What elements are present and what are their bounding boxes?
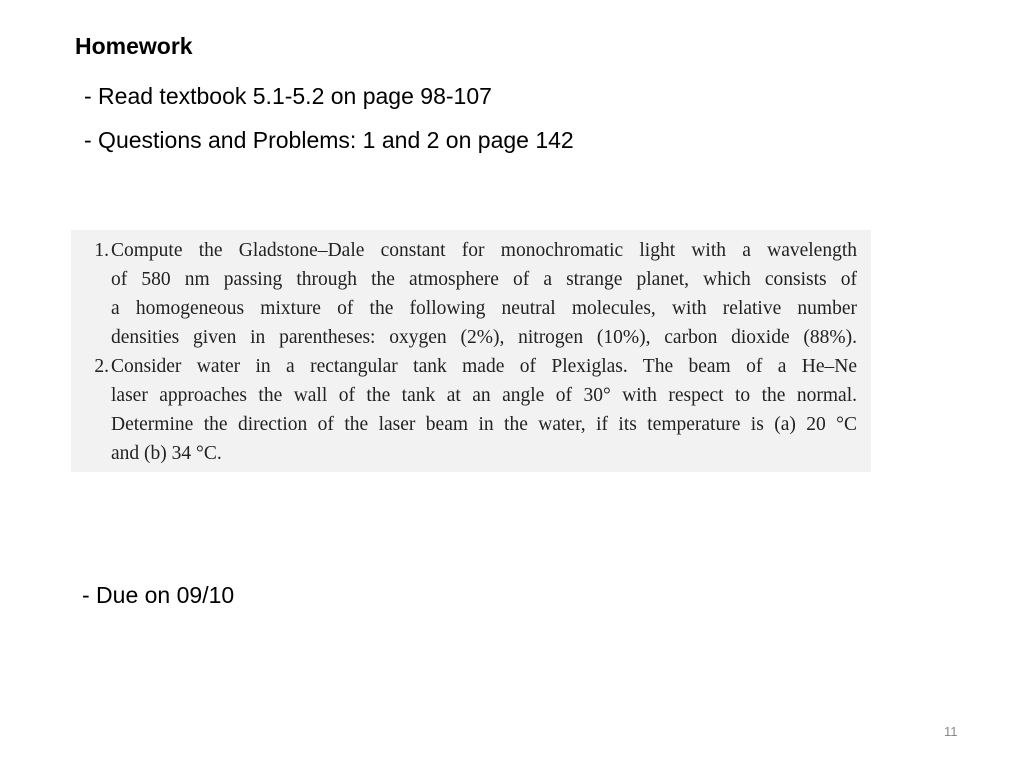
slide-title: Homework <box>75 33 193 59</box>
bullet-read-textbook: - Read textbook 5.1-5.2 on page 98-107 <box>84 83 492 109</box>
problem-line: of 580 nm passing through the atmosphere of a strange planet, which consists of <box>111 269 857 290</box>
problem-line: and (b) 34 °C. <box>111 443 222 464</box>
problem-line: laser approaches the wall of the tank at an angle of 30° with respect to the normal. <box>111 385 857 406</box>
bullet-questions-problems: - Questions and Problems: 1 and 2 on page 142 <box>84 127 574 153</box>
problem-text <box>111 236 857 352</box>
problem-line: Determine the direction of the laser beam in the water, if its temperature is (a) 20 °C <box>111 414 857 435</box>
problem-1 <box>71 236 857 352</box>
problem-2 <box>71 352 857 468</box>
problem-number: 1. <box>94 240 109 261</box>
problem-line: a homogeneous mixture of the following neutral molecules, with relative number <box>111 298 857 319</box>
problem-line: densities given in parentheses: oxygen (2%), nitrogen (10%), carbon dioxide (88%). <box>111 327 857 348</box>
problem-line: Compute the Gladstone–Dale constant for monochromatic light with a wavelength <box>111 240 857 261</box>
problem-text <box>111 352 857 468</box>
problem-number: 2. <box>94 356 109 377</box>
problem-line: Consider water in a rectangular tank made of Plexiglas. The beam of a He–Ne <box>111 356 857 377</box>
page-number: 11 <box>944 724 958 739</box>
scanned-problems-image <box>71 230 871 472</box>
bullet-due-date: - Due on 09/10 <box>82 582 235 608</box>
